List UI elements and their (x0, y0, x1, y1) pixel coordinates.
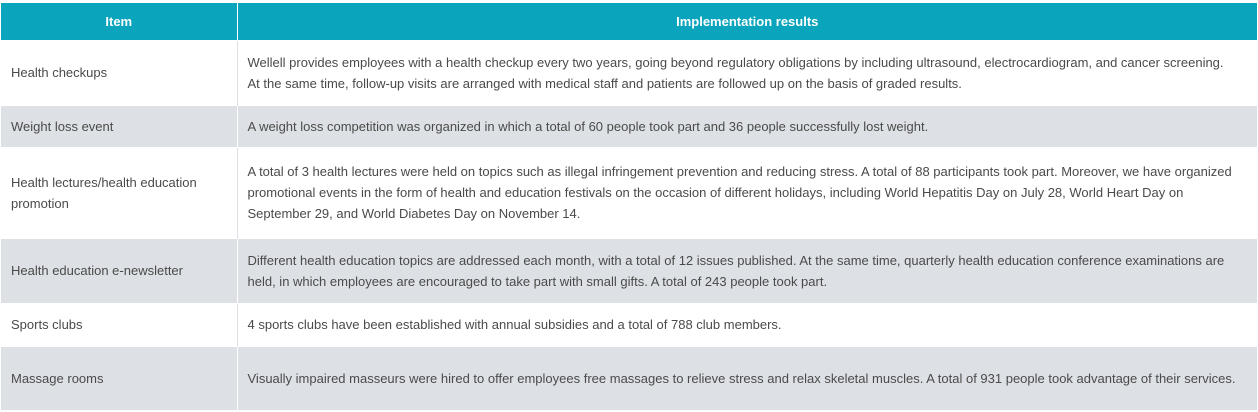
column-header-item: Item (1, 3, 237, 40)
result-cell: A weight loss competition was organized in which a total of 60 people took part and 36 people successfully lost weight. (237, 105, 1257, 147)
result-cell: 4 sports clubs have been established with annual subsidies and a total of 788 club members. (237, 303, 1257, 346)
table-row (1, 147, 1257, 238)
result-cell: Different health education topics are addressed each month, with a total of 12 issues published. At the same time, quarterly health education conference examinations are held, in which employees are encouraged to take part with small gifts. A total of 243 people took part. (237, 238, 1257, 303)
result-cell: Visually impaired masseurs were hired to offer employees free massages to relieve stress and relax skeletal muscles. A total of 931 people took advantage of their services. (237, 346, 1257, 410)
health-programs-table (1, 3, 1257, 410)
column-header-implementation-results: Implementation results (237, 3, 1257, 40)
item-cell: Weight loss event (1, 105, 237, 147)
item-cell: Massage rooms (1, 346, 237, 410)
item-cell: Health education e-newsletter (1, 238, 237, 303)
table-row (1, 40, 1257, 105)
table-row (1, 303, 1257, 346)
table-row (1, 346, 1257, 410)
result-cell: Wellell provides employees with a health checkup every two years, going beyond regulatory obligations by including ultrasound, electrocardiogram, and cancer screening. At the same time, follow-up visits are arranged with medical staff and patients are followed up on the basis of graded results. (237, 40, 1257, 105)
item-cell: Health lectures/health education promotion (1, 147, 237, 238)
table-row (1, 238, 1257, 303)
item-cell: Sports clubs (1, 303, 237, 346)
result-cell: A total of 3 health lectures were held on topics such as illegal infringement prevention and reducing stress. A total of 88 participants took part. Moreover, we have organized promotional events in the form of health and education festivals on the occasion of different holidays, including World Hepatitis Day on July 28, World Heart Day on September 29, and World Diabetes Day on November 14. (237, 147, 1257, 238)
item-cell: Health checkups (1, 40, 237, 105)
table-row (1, 105, 1257, 147)
table-header-row (1, 3, 1257, 40)
